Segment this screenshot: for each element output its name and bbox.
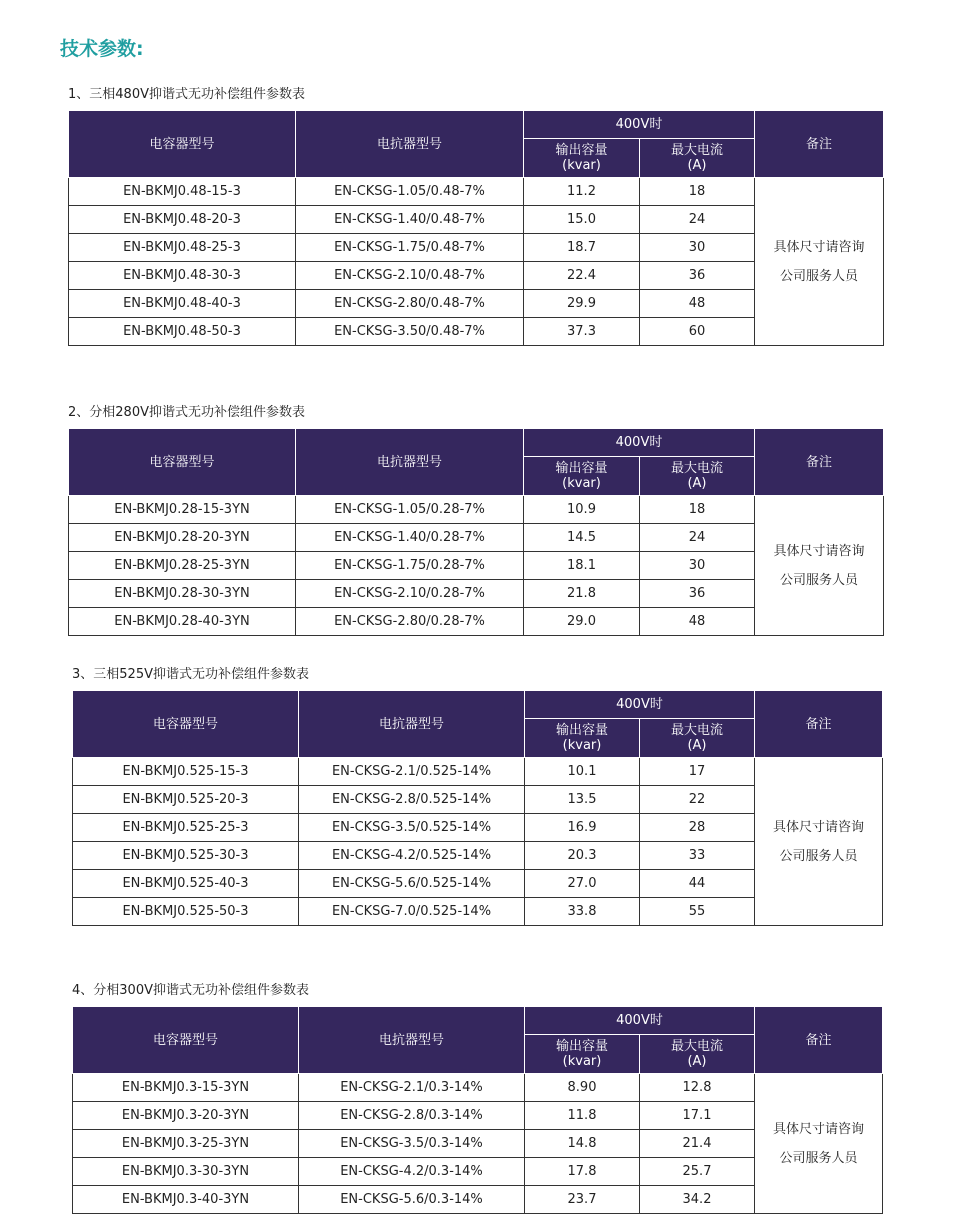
cell-reactor-model: EN-CKSG-5.6/0.525-14% bbox=[299, 870, 525, 898]
cell-reactor-model: EN-CKSG-2.80/0.48-7% bbox=[296, 290, 524, 318]
cell-capacitor-model: EN-BKMJ0.3-25-3YN bbox=[73, 1130, 299, 1158]
table-body bbox=[73, 758, 883, 926]
cell-capacitor-model: EN-BKMJ0.48-30-3 bbox=[69, 262, 296, 290]
cell-output-capacity: 17.8 bbox=[525, 1158, 640, 1186]
cell-max-current: 33 bbox=[640, 842, 755, 870]
header-output-capacity: 输出容量 (kvar) bbox=[525, 719, 640, 758]
spec-table bbox=[68, 428, 884, 636]
cell-max-current: 17.1 bbox=[640, 1102, 755, 1130]
cell-capacitor-model: EN-BKMJ0.525-15-3 bbox=[73, 758, 299, 786]
header-voltage-group: 400V时 bbox=[524, 111, 755, 139]
header-output-capacity: 输出容量 (kvar) bbox=[524, 457, 640, 496]
header-output-capacity: 输出容量 (kvar) bbox=[524, 139, 640, 178]
cell-capacitor-model: EN-BKMJ0.48-20-3 bbox=[69, 206, 296, 234]
header-reactor-model: 电抗器型号 bbox=[296, 111, 524, 178]
cell-max-current: 12.8 bbox=[640, 1074, 755, 1102]
cell-capacitor-model: EN-BKMJ0.525-40-3 bbox=[73, 870, 299, 898]
header-remark: 备注 bbox=[755, 691, 883, 758]
cell-capacitor-model: EN-BKMJ0.28-25-3YN bbox=[69, 552, 296, 580]
cell-output-capacity: 15.0 bbox=[524, 206, 640, 234]
cell-reactor-model: EN-CKSG-1.05/0.48-7% bbox=[296, 178, 524, 206]
cell-max-current: 48 bbox=[640, 608, 755, 636]
table-row bbox=[69, 178, 884, 206]
cell-reactor-model: EN-CKSG-2.10/0.48-7% bbox=[296, 262, 524, 290]
page-heading: 技术参数: bbox=[60, 38, 144, 60]
table-body bbox=[69, 496, 884, 636]
remark-text: 公司服务人员 bbox=[779, 1150, 858, 1166]
spec-table bbox=[72, 690, 883, 926]
cell-max-current: 17 bbox=[640, 758, 755, 786]
remark-text: 具体尺寸请咨询 bbox=[773, 239, 865, 255]
cell-max-current: 18 bbox=[640, 496, 755, 524]
cell-max-current: 24 bbox=[640, 524, 755, 552]
header-max-current: 最大电流 (A) bbox=[640, 1035, 755, 1074]
cell-max-current: 30 bbox=[640, 552, 755, 580]
cell-max-current: 55 bbox=[640, 898, 755, 926]
cell-capacitor-model: EN-BKMJ0.48-40-3 bbox=[69, 290, 296, 318]
cell-output-capacity: 11.2 bbox=[524, 178, 640, 206]
cell-reactor-model: EN-CKSG-1.40/0.28-7% bbox=[296, 524, 524, 552]
cell-output-capacity: 13.5 bbox=[525, 786, 640, 814]
cell-reactor-model: EN-CKSG-1.75/0.28-7% bbox=[296, 552, 524, 580]
cell-output-capacity: 10.1 bbox=[525, 758, 640, 786]
cell-reactor-model: EN-CKSG-2.80/0.28-7% bbox=[296, 608, 524, 636]
table-body bbox=[73, 1074, 883, 1214]
cell-reactor-model: EN-CKSG-2.10/0.28-7% bbox=[296, 580, 524, 608]
remark-cell bbox=[755, 758, 883, 926]
cell-capacitor-model: EN-BKMJ0.48-25-3 bbox=[69, 234, 296, 262]
cell-output-capacity: 20.3 bbox=[525, 842, 640, 870]
cell-output-capacity: 22.4 bbox=[524, 262, 640, 290]
cell-reactor-model: EN-CKSG-3.50/0.48-7% bbox=[296, 318, 524, 346]
cell-capacitor-model: EN-BKMJ0.3-40-3YN bbox=[73, 1186, 299, 1214]
cell-capacitor-model: EN-BKMJ0.48-50-3 bbox=[69, 318, 296, 346]
cell-output-capacity: 14.5 bbox=[524, 524, 640, 552]
header-voltage-group: 400V时 bbox=[525, 1007, 755, 1035]
cell-capacitor-model: EN-BKMJ0.525-25-3 bbox=[73, 814, 299, 842]
table-caption: 2、分相280V抑谐式无功补偿组件参数表 bbox=[68, 405, 305, 420]
cell-max-current: 22 bbox=[640, 786, 755, 814]
header-remark: 备注 bbox=[755, 429, 884, 496]
cell-reactor-model: EN-CKSG-1.75/0.48-7% bbox=[296, 234, 524, 262]
header-max-current: 最大电流 (A) bbox=[640, 457, 755, 496]
cell-max-current: 60 bbox=[640, 318, 755, 346]
cell-capacitor-model: EN-BKMJ0.3-30-3YN bbox=[73, 1158, 299, 1186]
cell-capacitor-model: EN-BKMJ0.3-20-3YN bbox=[73, 1102, 299, 1130]
cell-capacitor-model: EN-BKMJ0.525-30-3 bbox=[73, 842, 299, 870]
cell-output-capacity: 33.8 bbox=[525, 898, 640, 926]
remark-text: 公司服务人员 bbox=[779, 848, 858, 864]
spec-table bbox=[68, 110, 884, 346]
cell-capacitor-model: EN-BKMJ0.48-15-3 bbox=[69, 178, 296, 206]
cell-max-current: 36 bbox=[640, 580, 755, 608]
cell-output-capacity: 18.1 bbox=[524, 552, 640, 580]
cell-reactor-model: EN-CKSG-2.1/0.525-14% bbox=[299, 758, 525, 786]
table-row bbox=[73, 1074, 883, 1102]
table-caption: 4、分相300V抑谐式无功补偿组件参数表 bbox=[72, 983, 309, 998]
cell-reactor-model: EN-CKSG-1.40/0.48-7% bbox=[296, 206, 524, 234]
cell-reactor-model: EN-CKSG-4.2/0.3-14% bbox=[299, 1158, 525, 1186]
cell-reactor-model: EN-CKSG-2.1/0.3-14% bbox=[299, 1074, 525, 1102]
cell-output-capacity: 10.9 bbox=[524, 496, 640, 524]
header-max-current: 最大电流 (A) bbox=[640, 139, 755, 178]
remark-text: 公司服务人员 bbox=[779, 572, 858, 588]
cell-reactor-model: EN-CKSG-7.0/0.525-14% bbox=[299, 898, 525, 926]
remark-text: 具体尺寸请咨询 bbox=[772, 1121, 864, 1137]
cell-reactor-model: EN-CKSG-3.5/0.525-14% bbox=[299, 814, 525, 842]
cell-capacitor-model: EN-BKMJ0.525-20-3 bbox=[73, 786, 299, 814]
cell-capacitor-model: EN-BKMJ0.28-30-3YN bbox=[69, 580, 296, 608]
cell-max-current: 25.7 bbox=[640, 1158, 755, 1186]
cell-output-capacity: 16.9 bbox=[525, 814, 640, 842]
header-remark: 备注 bbox=[755, 111, 884, 178]
cell-max-current: 28 bbox=[640, 814, 755, 842]
cell-output-capacity: 27.0 bbox=[525, 870, 640, 898]
cell-output-capacity: 8.90 bbox=[525, 1074, 640, 1102]
cell-max-current: 18 bbox=[640, 178, 755, 206]
header-voltage-group: 400V时 bbox=[525, 691, 755, 719]
cell-capacitor-model: EN-BKMJ0.525-50-3 bbox=[73, 898, 299, 926]
cell-output-capacity: 21.8 bbox=[524, 580, 640, 608]
cell-output-capacity: 37.3 bbox=[524, 318, 640, 346]
cell-reactor-model: EN-CKSG-4.2/0.525-14% bbox=[299, 842, 525, 870]
cell-capacitor-model: EN-BKMJ0.28-40-3YN bbox=[69, 608, 296, 636]
remark-cell bbox=[755, 496, 884, 636]
cell-output-capacity: 29.9 bbox=[524, 290, 640, 318]
header-capacitor-model: 电容器型号 bbox=[69, 429, 296, 496]
header-capacitor-model: 电容器型号 bbox=[73, 1007, 299, 1074]
remark-cell bbox=[755, 178, 884, 346]
cell-max-current: 24 bbox=[640, 206, 755, 234]
header-capacitor-model: 电容器型号 bbox=[73, 691, 299, 758]
cell-reactor-model: EN-CKSG-2.8/0.3-14% bbox=[299, 1102, 525, 1130]
cell-reactor-model: EN-CKSG-1.05/0.28-7% bbox=[296, 496, 524, 524]
header-capacitor-model: 电容器型号 bbox=[69, 111, 296, 178]
cell-reactor-model: EN-CKSG-2.8/0.525-14% bbox=[299, 786, 525, 814]
spec-table bbox=[72, 1006, 883, 1214]
cell-capacitor-model: EN-BKMJ0.3-15-3YN bbox=[73, 1074, 299, 1102]
header-reactor-model: 电抗器型号 bbox=[296, 429, 524, 496]
header-voltage-group: 400V时 bbox=[524, 429, 755, 457]
cell-max-current: 34.2 bbox=[640, 1186, 755, 1214]
cell-capacitor-model: EN-BKMJ0.28-15-3YN bbox=[69, 496, 296, 524]
cell-reactor-model: EN-CKSG-5.6/0.3-14% bbox=[299, 1186, 525, 1214]
header-remark: 备注 bbox=[755, 1007, 883, 1074]
header-output-capacity: 输出容量 (kvar) bbox=[525, 1035, 640, 1074]
cell-max-current: 44 bbox=[640, 870, 755, 898]
remark-text: 具体尺寸请咨询 bbox=[773, 543, 865, 559]
cell-max-current: 36 bbox=[640, 262, 755, 290]
cell-max-current: 30 bbox=[640, 234, 755, 262]
cell-output-capacity: 11.8 bbox=[525, 1102, 640, 1130]
table-caption: 3、三相525V抑谐式无功补偿组件参数表 bbox=[72, 667, 309, 682]
cell-max-current: 21.4 bbox=[640, 1130, 755, 1158]
cell-output-capacity: 14.8 bbox=[525, 1130, 640, 1158]
header-max-current: 最大电流 (A) bbox=[640, 719, 755, 758]
remark-cell bbox=[755, 1074, 883, 1214]
cell-output-capacity: 23.7 bbox=[525, 1186, 640, 1214]
cell-output-capacity: 18.7 bbox=[524, 234, 640, 262]
cell-capacitor-model: EN-BKMJ0.28-20-3YN bbox=[69, 524, 296, 552]
table-row bbox=[69, 496, 884, 524]
header-reactor-model: 电抗器型号 bbox=[299, 1007, 525, 1074]
cell-reactor-model: EN-CKSG-3.5/0.3-14% bbox=[299, 1130, 525, 1158]
remark-text: 公司服务人员 bbox=[779, 268, 858, 284]
table-row bbox=[73, 758, 883, 786]
remark-text: 具体尺寸请咨询 bbox=[772, 819, 864, 835]
table-caption: 1、三相480V抑谐式无功补偿组件参数表 bbox=[68, 87, 305, 102]
cell-max-current: 48 bbox=[640, 290, 755, 318]
table-body bbox=[69, 178, 884, 346]
header-reactor-model: 电抗器型号 bbox=[299, 691, 525, 758]
cell-output-capacity: 29.0 bbox=[524, 608, 640, 636]
